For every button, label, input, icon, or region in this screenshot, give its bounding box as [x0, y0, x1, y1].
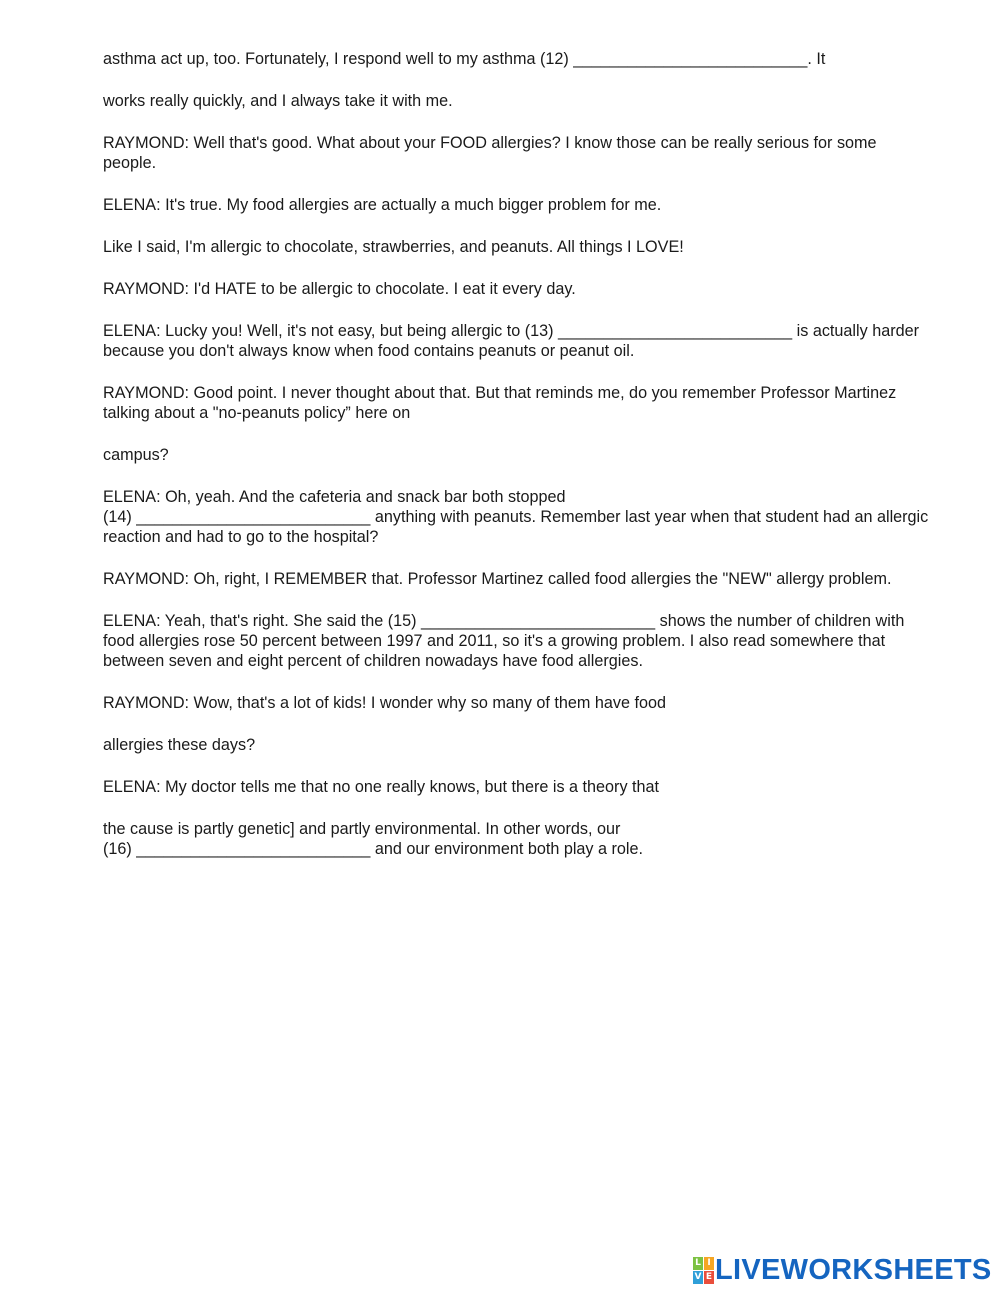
- paragraph-elena-bigger-problem: ELENA: It's true. My food allergies are actually a much bigger problem for me.: [103, 196, 662, 214]
- logo-letter-i: I: [704, 1257, 714, 1270]
- paragraph-asthma-blank-12: asthma act up, too. Fortunately, I respond well to my asthma (12) __________________________. It: [103, 50, 826, 68]
- paragraph-elena-blank-13: ELENA: Lucky you! Well, it's not easy, but being allergic to (13) __________________________ is actually harder because you don't always know when food contains peanuts or peanut oil.: [103, 322, 924, 360]
- paragraph-allergic-list: Like I said, I'm allergic to chocolate, strawberries, and peanuts. All things I LOVE!: [103, 238, 684, 256]
- paragraph-allergies-these-days: allergies these days?: [103, 736, 256, 754]
- liveworksheets-logo-text: LIVEWORKSHEETS: [715, 1253, 992, 1286]
- liveworksheets-logo: [693, 1255, 992, 1285]
- paragraph-campus: campus?: [103, 446, 169, 464]
- worksheet-text: [103, 49, 933, 881]
- paragraph-elena-blank-14: ELENA: Oh, yeah. And the cafeteria and snack bar both stopped (14) __________________________ anything with peanuts. Remember last year when that student had an allergic reaction and had to go to the hospital?: [103, 488, 929, 546]
- logo-letter-v: V: [694, 1272, 702, 1282]
- paragraph-raymond-no-peanuts: RAYMOND: Good point. I never thought about that. But that reminds me, do you remember Professor Martinez talking about a "no-peanuts policy” here on: [103, 384, 901, 422]
- logo-letter-l: L: [693, 1257, 703, 1270]
- paragraph-raymond-new-allergy: RAYMOND: Oh, right, I REMEMBER that. Professor Martinez called food allergies the "NEW" allergy problem.: [103, 570, 892, 588]
- paragraph-elena-blank-15: ELENA: Yeah, that's right. She said the (15) __________________________ shows the number of children with food allergies rose 50 percent between 1997 and 2011, so it's a growing problem. I also read somewhere that between seven and eight percent of children nowadays have food allergies.: [103, 612, 909, 670]
- paragraph-blank-16: the cause is partly genetic] and partly environmental. In other words, our (16) __________________________ and our environment both play a role.: [103, 820, 644, 858]
- paragraph-works-quickly: works really quickly, and I always take it with me.: [103, 92, 453, 110]
- paragraph-raymond-food-allergies: RAYMOND: Well that's good. What about your FOOD allergies? I know those can be really serious for some people.: [103, 134, 882, 172]
- liveworksheets-logo-icon: [693, 1257, 713, 1283]
- paragraph-raymond-lot-of-kids: RAYMOND: Wow, that's a lot of kids! I wonder why so many of them have food: [103, 694, 666, 712]
- paragraph-raymond-chocolate: RAYMOND: I'd HATE to be allergic to chocolate. I eat it every day.: [103, 280, 576, 298]
- paragraph-elena-theory: ELENA: My doctor tells me that no one really knows, but there is a theory that: [103, 778, 660, 796]
- logo-letter-e: E: [705, 1272, 713, 1282]
